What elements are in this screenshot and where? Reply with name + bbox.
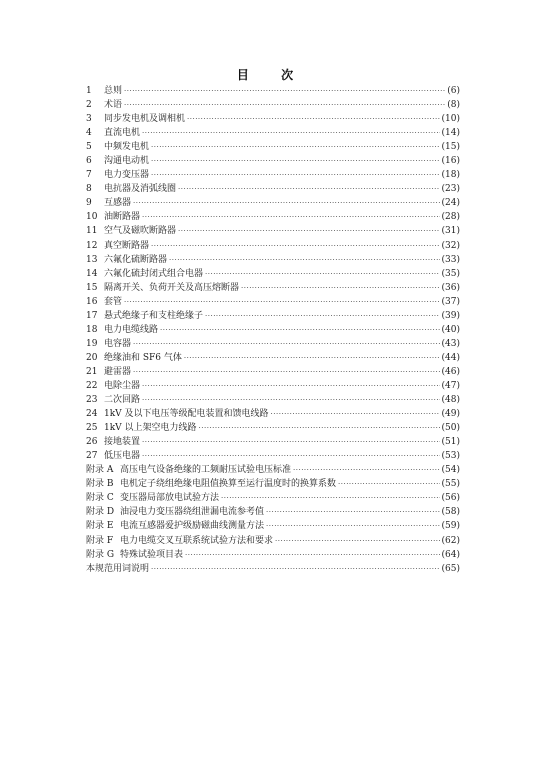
toc-entry-page: (62) (441, 535, 460, 546)
dot-leader (133, 365, 440, 379)
toc-entry-page: (43) (441, 338, 460, 349)
toc-entry-number: 4 (86, 128, 92, 139)
toc-entry-number: 9 (86, 198, 92, 209)
toc-entry-title: 沟通电动机 (104, 156, 150, 167)
toc-entry[interactable] (86, 168, 460, 182)
toc-entry-number: 附录 B (86, 479, 114, 490)
toc-entry-title: 电力变压器 (104, 170, 150, 181)
toc-entry-page: (15) (441, 142, 460, 153)
toc-entry-title: 直流电机 (104, 128, 141, 139)
toc-entry-page: (55) (441, 479, 460, 490)
toc-entry-title: 接地装置 (104, 437, 141, 448)
toc-entry-page: (51) (441, 437, 460, 448)
toc-entry-page: (10) (441, 114, 460, 125)
toc-entry-number: 10 (86, 212, 98, 223)
toc-entry-title: 变压器局部放电试验方法 (120, 493, 220, 504)
toc-entry-title: 电抗器及消弧线圈 (104, 184, 177, 195)
dot-leader (151, 154, 440, 168)
toc-entry-number: 附录 A (86, 465, 114, 476)
toc-entry-number: 5 (86, 142, 92, 153)
toc-entry-page: (49) (441, 409, 460, 420)
toc-entry-title: 隔离开关、负荷开关及高压熔断器 (104, 282, 240, 293)
toc-entry[interactable] (86, 295, 460, 309)
toc-entry-title: 避雷器 (104, 366, 132, 377)
toc-entry-title: 油浸电力变压器绕组泄漏电流参考值 (120, 507, 265, 518)
toc-entry-title: 套管 (104, 296, 123, 307)
dot-leader (142, 449, 440, 463)
toc-entry-number: 附录 G (86, 549, 115, 560)
toc-entry-number: 22 (86, 381, 98, 391)
toc-entry-number: 13 (86, 254, 98, 265)
toc-entry[interactable] (86, 281, 460, 295)
toc-entry-number: 2 (86, 100, 92, 111)
toc-entry-title: 特殊试验项目表 (120, 549, 184, 560)
toc-entry-page: (28) (441, 212, 460, 223)
toc-entry[interactable] (86, 421, 460, 435)
toc-entry-number: 20 (86, 352, 98, 363)
toc-entry-number: 附录 F (86, 535, 114, 546)
dot-leader (151, 239, 440, 253)
toc-entry-title: 总则 (104, 86, 123, 97)
dot-leader (205, 267, 440, 281)
toc-entry-number: 6 (86, 156, 92, 167)
dot-leader (178, 224, 440, 238)
toc-entry[interactable] (86, 309, 460, 323)
toc-entry-title: 高压电气设备绝缘的工频耐压试验电压标准 (120, 465, 292, 476)
toc-entry-page: (47) (441, 381, 460, 391)
dot-leader (160, 323, 440, 337)
toc-entry[interactable] (86, 323, 460, 337)
toc-entry-title: 1kV 以上架空电力线路 (104, 423, 197, 434)
toc-entry-number: 附录 C (86, 493, 114, 504)
dot-leader (124, 84, 445, 98)
toc-entry-number: 8 (86, 184, 92, 195)
toc-entry[interactable] (86, 491, 460, 505)
toc-entry[interactable] (86, 126, 460, 140)
dot-leader (151, 168, 440, 182)
toc-entry-page: (48) (441, 395, 460, 406)
toc-entry-title: 空气及磁吹断路器 (104, 226, 177, 237)
toc-entry-page: (50) (441, 423, 460, 434)
toc-entry-page: (14) (441, 128, 460, 139)
toc-entry[interactable] (86, 84, 460, 98)
dot-leader (241, 281, 440, 295)
toc-entry[interactable] (86, 407, 460, 421)
toc-entry-page: (46) (441, 366, 460, 377)
toc-entry-number: 11 (86, 226, 98, 237)
toc-entry-page: (8) (447, 100, 460, 111)
toc-entry[interactable] (86, 154, 460, 168)
page-title: 目 次 (236, 68, 308, 82)
dot-leader (178, 182, 440, 196)
toc-entry-title: 中频发电机 (104, 142, 150, 153)
toc-entry-number: 23 (86, 395, 98, 406)
toc-entry-number: 21 (86, 366, 98, 377)
toc-entry-number: 16 (86, 296, 98, 307)
toc-entry[interactable] (86, 519, 460, 533)
toc-entry-title: 二次回路 (104, 395, 141, 406)
toc-entry-page: (64) (441, 549, 460, 560)
dot-leader (142, 435, 440, 449)
toc-entry-number: 附录 E (86, 521, 114, 532)
dot-leader (124, 98, 445, 112)
dot-leader (293, 463, 440, 477)
toc-entry-page: (40) (441, 324, 460, 335)
toc-entry-page: (16) (441, 156, 460, 167)
toc-entry-page: (37) (441, 296, 460, 307)
dot-leader (271, 407, 440, 421)
toc-entry-title: 电机定子绕组绝缘电阻值换算至运行温度时的换算系数 (120, 479, 337, 490)
toc-entry[interactable] (86, 140, 460, 154)
toc-entry-title: 电力电缆线路 (104, 324, 159, 335)
toc-entry-number: 15 (86, 282, 98, 293)
toc-entry-title: 低压电器 (104, 451, 141, 462)
toc-entry-title: 电力电缆交叉互联系统试验方法和要求 (120, 535, 274, 546)
toc-entry-number: 18 (86, 324, 98, 335)
dot-leader (221, 491, 440, 505)
toc-entry-title: 电流互感器爱护级励磁曲线测量方法 (120, 521, 265, 532)
toc-entry-number: 25 (86, 423, 98, 434)
toc-entry[interactable] (86, 210, 460, 224)
toc-entry-title: 电容器 (104, 338, 132, 349)
dot-leader (275, 534, 440, 548)
toc-entry-title: 六氟化硫断路器 (104, 254, 168, 265)
dot-leader (142, 210, 440, 224)
toc-entry-page: (32) (441, 240, 460, 251)
dot-leader (184, 351, 440, 365)
toc-entry-page: (6) (447, 86, 460, 97)
toc-entry-page: (31) (441, 226, 460, 237)
toc-entry[interactable] (86, 463, 460, 477)
toc-entry[interactable] (86, 337, 460, 351)
toc-entry[interactable] (86, 224, 460, 238)
toc-entry-number: 19 (86, 338, 98, 349)
toc-entry-title: 电除尘器 (104, 381, 141, 391)
toc-entry[interactable] (86, 379, 460, 393)
toc-entry[interactable] (86, 182, 460, 196)
dot-leader (199, 421, 440, 435)
dot-leader (205, 309, 440, 323)
dot-leader (133, 337, 440, 351)
toc-entry-title: 真空断路器 (104, 240, 150, 251)
toc-entry-page: (44) (441, 352, 460, 363)
dot-leader (133, 196, 440, 210)
toc-entry-title: 油断路器 (104, 212, 141, 223)
toc-entry-title: 互感器 (104, 198, 132, 209)
dot-leader (169, 253, 440, 267)
toc-entry-number: 27 (86, 451, 98, 462)
toc-entry-page: (18) (441, 170, 460, 181)
toc-entry-page: (24) (441, 198, 460, 209)
dot-leader (187, 112, 440, 126)
toc-entry[interactable] (86, 393, 460, 407)
toc-entry[interactable] (86, 267, 460, 281)
toc-entry-title: 同步发电机及调相机 (104, 114, 186, 125)
toc-entry-page: (23) (441, 184, 460, 195)
dot-leader (124, 295, 440, 309)
toc-entry[interactable] (86, 112, 460, 126)
toc-entry-page: (59) (441, 521, 460, 532)
toc-entry-title: 悬式绝缘子和支柱绝缘子 (104, 310, 204, 321)
toc-entry[interactable] (86, 253, 460, 267)
toc-entry[interactable] (86, 351, 460, 365)
toc-entry[interactable] (86, 435, 460, 449)
toc-entry-page: (53) (441, 451, 460, 462)
dot-leader (151, 140, 440, 154)
toc-entry-page: (54) (441, 465, 460, 476)
table-of-contents (86, 84, 460, 576)
toc-entry[interactable] (86, 196, 460, 210)
toc-entry-number: 附录 D (86, 507, 115, 518)
toc-entry[interactable] (86, 562, 460, 576)
toc-entry[interactable] (86, 449, 460, 463)
toc-entry-number: 24 (86, 409, 98, 420)
toc-entry-page: (56) (441, 493, 460, 504)
toc-entry-page: (36) (441, 282, 460, 293)
toc-entry-number: 3 (86, 114, 92, 125)
toc-entry-page: (33) (441, 254, 460, 265)
dot-leader (142, 393, 440, 407)
toc-entry-title: 本规范用词说明 (86, 563, 150, 574)
toc-entry-title: 六氟化硫封闭式组合电器 (104, 268, 204, 279)
toc-entry-number: 7 (86, 170, 92, 181)
toc-entry-page: (65) (441, 563, 460, 574)
toc-entry-page: (35) (441, 268, 460, 279)
toc-entry-number: 17 (86, 310, 98, 321)
toc-entry-title: 绝缘油和 SF6 气体 (104, 352, 182, 363)
toc-entry[interactable] (86, 548, 460, 562)
dot-leader (338, 477, 440, 491)
toc-entry[interactable] (86, 477, 460, 491)
toc-entry-page: (58) (441, 507, 460, 518)
dot-leader (151, 562, 440, 576)
toc-entry[interactable] (86, 534, 460, 548)
dot-leader (142, 126, 440, 140)
toc-entry-number: 14 (86, 268, 98, 279)
toc-entry-page: (39) (441, 310, 460, 321)
toc-entry-title: 1kV 及以下电压等级配电装置和馈电线路 (104, 409, 269, 420)
toc-entry-number: 12 (86, 240, 98, 251)
toc-entry-number: 1 (86, 86, 92, 97)
toc-entry[interactable] (86, 98, 460, 112)
dot-leader (266, 519, 440, 533)
toc-entry[interactable] (86, 239, 460, 253)
dot-leader (185, 548, 440, 562)
toc-entry-number: 26 (86, 437, 98, 448)
dot-leader (142, 379, 440, 393)
toc-entry[interactable] (86, 505, 460, 519)
toc-entry-title: 术语 (104, 100, 123, 111)
dot-leader (266, 505, 440, 519)
toc-entry[interactable] (86, 365, 460, 379)
